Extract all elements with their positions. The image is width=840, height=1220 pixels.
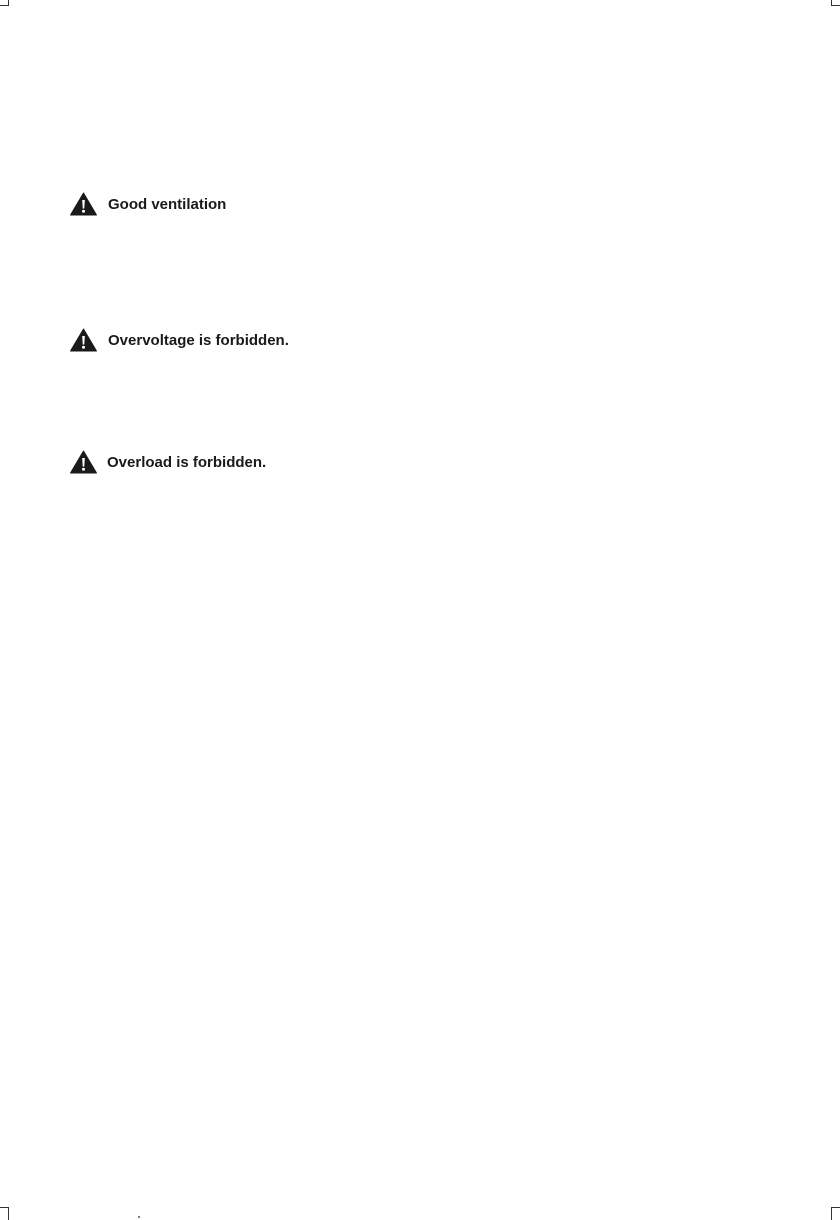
- warning-triangle-icon: [70, 192, 97, 216]
- warning-overload-forbidden: [70, 450, 266, 474]
- crop-mark-top-left: [0, 0, 9, 6]
- warning-label: Good ventilation: [108, 195, 227, 213]
- warning-overvoltage-forbidden: [70, 328, 289, 352]
- crop-mark-bottom-right: [831, 1207, 840, 1220]
- warning-triangle-icon: [70, 328, 97, 352]
- warning-label: Overload is forbidden.: [107, 453, 267, 471]
- crop-mark-top-right: [831, 0, 840, 6]
- crop-mark-bottom-left: [0, 1207, 9, 1220]
- warning-triangle-icon: [70, 450, 97, 474]
- warning-label: Overvoltage is forbidden.: [108, 331, 289, 349]
- print-speck: [138, 1216, 140, 1218]
- warning-good-ventilation: [70, 192, 226, 216]
